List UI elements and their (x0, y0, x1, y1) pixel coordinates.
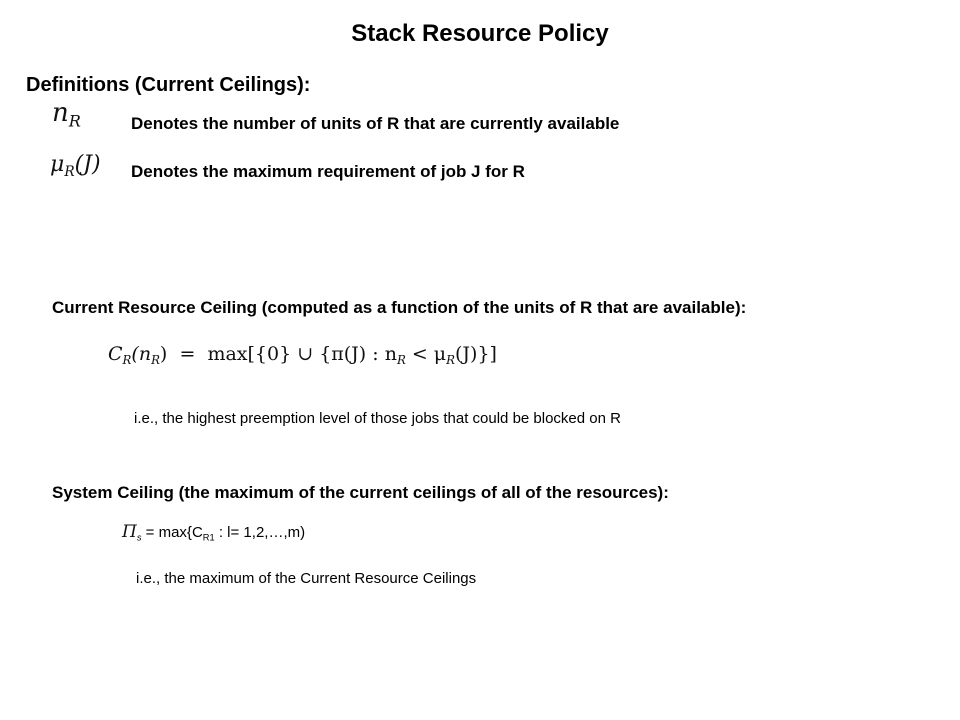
formula-set-mu-sub: R (446, 353, 456, 368)
n-r-symbol-base: n (52, 98, 69, 128)
formula-max: max (207, 343, 248, 365)
system-formula-rest: : l= 1,2,…,m) (214, 524, 306, 541)
formula-set-open: [{0} ∪ {π(J) : n (247, 343, 397, 365)
current-ceiling-heading: Current Resource Ceiling (computed as a function of the units of R that are available): (52, 298, 747, 317)
definitions-heading: Definitions (Current Ceilings): (26, 74, 311, 96)
definition-mu-r-j-text: Denotes the maximum requirement of job J for R (131, 162, 525, 181)
system-ceiling-formula (122, 522, 305, 542)
formula-set-n-sub: R (396, 353, 406, 368)
current-ceiling-note: i.e., the highest preemption level of those jobs that could be blocked on R (134, 410, 621, 427)
system-formula-max: max{C (158, 524, 203, 541)
system-formula-equals: = (145, 524, 155, 541)
system-ceiling-note: i.e., the maximum of the Current Resource Ceilings (136, 570, 477, 587)
system-ceiling-heading: System Ceiling (the maximum of the current ceilings of all of the resources): (52, 483, 669, 502)
mu-r-j-symbol-arg: (J) (74, 152, 101, 177)
formula-arg-sub: R (151, 353, 160, 368)
pi-sub: s (136, 532, 142, 543)
current-ceiling-formula (108, 343, 497, 367)
formula-arg: (n (131, 343, 152, 365)
formula-c: C (108, 343, 123, 365)
formula-set-close: (J)}] (455, 343, 497, 365)
formula-set-lt: < μ (405, 343, 447, 365)
formula-equals: = (179, 343, 196, 365)
mu-r-j-symbol-base: μ (50, 152, 65, 177)
system-formula-c-sub: R1 (202, 532, 215, 543)
n-r-symbol-sub: R (68, 111, 81, 131)
pi-symbol: Π (122, 522, 137, 542)
formula-arg-close: ) (159, 343, 168, 365)
mu-r-j-symbol (50, 152, 101, 180)
formula-c-sub: R (122, 353, 132, 368)
n-r-symbol (52, 98, 81, 131)
mu-r-j-symbol-sub: R (64, 163, 75, 180)
definition-n-r-text: Denotes the number of units of R that are currently available (131, 114, 620, 133)
page-title: Stack Resource Policy (351, 20, 609, 47)
